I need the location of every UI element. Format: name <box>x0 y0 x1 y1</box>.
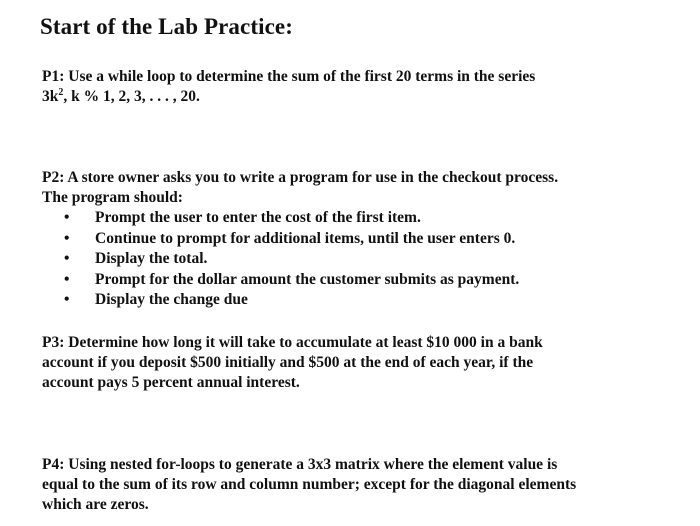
series-term: 3k <box>42 88 59 105</box>
problem-3-line-3: account pays 5 percent annual interest. <box>42 374 300 391</box>
problem-1-line-1: P1: Use a while loop to determine the sum of the first 20 terms in the series <box>42 68 536 85</box>
requirements-list <box>42 208 558 311</box>
list-item-text: Prompt the user to enter the cost of the first item. <box>95 209 421 226</box>
problem-3-line-2: account if you deposit $500 initially and $500 at the end of each year, if the <box>42 354 534 371</box>
bullet-icon: • <box>64 209 70 226</box>
problem-1 <box>42 67 535 107</box>
problem-3 <box>42 333 543 393</box>
problem-4 <box>42 455 576 515</box>
list-item <box>42 290 558 311</box>
problem-4-line-1: P4: Using nested for-loops to generate a 3x3 matrix where the element value is <box>42 456 558 473</box>
problem-4-line-2: equal to the sum of its row and column number; except for the diagonal elements <box>42 476 577 493</box>
list-item-text: Display the change due <box>95 291 248 308</box>
list-item-text: Prompt for the dollar amount the customer submits as payment. <box>95 270 520 288</box>
series-range: , k % 1, 2, 3, . . . , 20. <box>63 88 200 105</box>
list-item-text: Display the total. <box>95 250 208 267</box>
bullet-icon: • <box>64 250 70 267</box>
bullet-icon: • <box>64 229 70 247</box>
problem-3-line-1: P3: Determine how long it will take to accumulate at least $10 000 in a bank <box>42 334 543 351</box>
list-item <box>42 249 558 270</box>
problem-2-line-1: P2: A store owner asks you to write a program for use in the checkout process. <box>42 169 559 186</box>
problem-1-series <box>42 87 535 107</box>
problem-2 <box>42 168 558 311</box>
list-item <box>42 208 558 229</box>
list-item <box>42 270 558 291</box>
problem-2-line-2: The program should: <box>42 189 183 206</box>
page-title: Start of the Lab Practice: <box>40 14 293 39</box>
series-exponent: 2 <box>58 87 64 98</box>
list-item-text: Continue to prompt for additional items, until the user enters 0. <box>95 229 516 247</box>
problem-4-line-3: which are zeros. <box>42 496 149 513</box>
bullet-icon: • <box>64 270 70 288</box>
bullet-icon: • <box>64 291 70 308</box>
list-item <box>42 229 558 250</box>
